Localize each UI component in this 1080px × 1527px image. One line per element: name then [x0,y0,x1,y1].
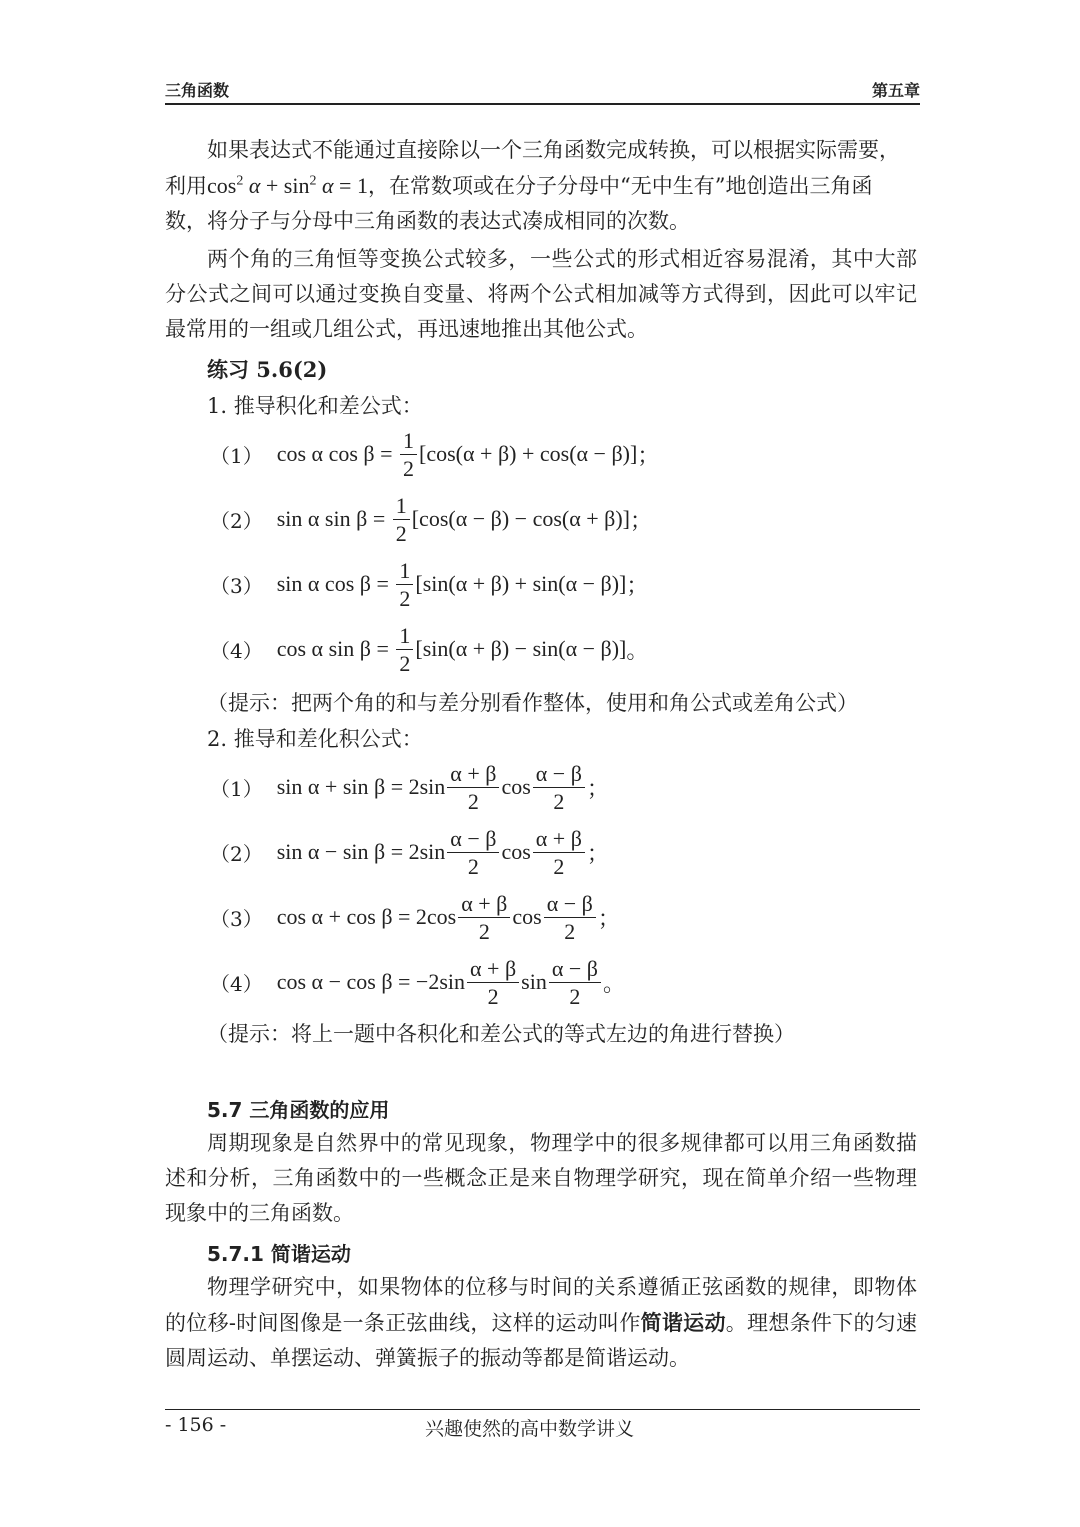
subsection-paragraph: 物理学研究中，如果物体的位移与时间的关系遵循正弦函数的规律，即物体的位移-时间图像是一条正弦曲线，这样的运动叫作简谐运动。理想条件下的匀速圆周运动、单摆运动、弹簧振子的振动等都是简谐运动。 [165,1275,918,1370]
running-header [165,76,920,102]
fraction-one-half: $\frac{1}{2}$ [400,428,417,481]
footer-rule [165,1409,920,1410]
para1-line1: 如果表达式不能通过直接除以一个三角函数完成转换，可以根据实际需要， [207,138,900,162]
para1-line3: 数，将分子与分母中三角函数的表达式凑成相同的次数。 [165,209,690,233]
header-rule [165,103,920,105]
q2-formula-1: （1） sin α + sin β = 2sin $\frac{\alpha + \beta}{2}$ cos $\frac{\alpha - \beta}{2}$ ； [210,760,609,814]
pythagorean-identity: $\cos^2 \alpha + \sin^2 \alpha = 1$ [207,173,368,198]
subsection-title: 5.7.1 简谐运动 [207,1242,351,1266]
q2-hint: （提示：将上一题中各积化和差公式的等式左边的角进行替换） [207,1022,795,1046]
q1-hint: （提示：把两个角的和与差分别看作整体，使用和角公式或差角公式） [207,691,858,715]
q1-formula-4: （4） cos α sin β = $\frac{1}{2}$ [sin(α + β) − sin(α − β)] 。 [210,622,649,676]
q1-formula-2: （2） sin α sin β = $\frac{1}{2}$ [cos(α − β) − cos(α + β)] ； [210,492,653,546]
q2-formula-2: （2） sin α − sin β = 2sin $\frac{\alpha - \beta}{2}$ cos $\frac{\alpha + \beta}{2}$ ； [210,825,609,879]
q1-formula-3: （3） sin α cos β = $\frac{1}{2}$ [sin(α + β) + sin(α − β)] ； [210,557,649,611]
page-number: - 156 - [165,1414,227,1436]
term-simple-harmonic-motion: 简谐运动 [640,1310,726,1335]
header-chapter-number: 第五章 [871,81,920,100]
q1-title: 1. 推导积化和差公式： [207,394,423,418]
q2-formula-4: （4） cos α − cos β = −2sin $\frac{\alpha + \beta}{2}$ sin $\frac{\alpha - \beta}{2}$ 。 [210,955,625,1009]
para1-line2: 利用$\cos^2 \alpha + \sin^2 \alpha = 1$，在常数项或在分子分母中“无中生有”地创造出三角函 [165,173,873,198]
fraction-one-half: $\frac{1}{2}$ [396,558,413,611]
para2: 两个角的三角恒等变换公式较多，一些公式的形式相近容易混淆，其中大部分公式之间可以通过变换自变量、将两个公式相加减等方式得到，因此可以牢记最常用的一组或几组公式，再迅速地推出其他公式。 [165,247,917,341]
fraction-one-half: $\frac{1}{2}$ [393,493,410,546]
section-paragraph: 周期现象是自然界中的常见现象，物理学中的很多规律都可以用三角函数描述和分析，三角函数中的一些概念正是来自物理学研究，现在简单介绍一些物理现象中的三角函数。 [165,1131,917,1225]
exercise-title: 练习 5.6(2) [207,357,328,382]
q2-formula-3: （3） cos α + cos β = 2cos $\frac{\alpha + \beta}{2}$ cos $\frac{\alpha - \beta}{2}$ ； [210,890,620,944]
q2-title: 2. 推导和差化积公式： [207,727,423,751]
section-title: 5.7 三角函数的应用 [207,1098,390,1122]
header-chapter-name: 三角函数 [165,81,230,100]
fraction-one-half: $\frac{1}{2}$ [396,623,413,676]
q1-formula-1: （1） cos α cos β = $\frac{1}{2}$ [cos(α + β) + cos(α − β)] ； [210,427,660,481]
book-title: 兴趣使然的高中数学讲义 [425,1418,635,1440]
